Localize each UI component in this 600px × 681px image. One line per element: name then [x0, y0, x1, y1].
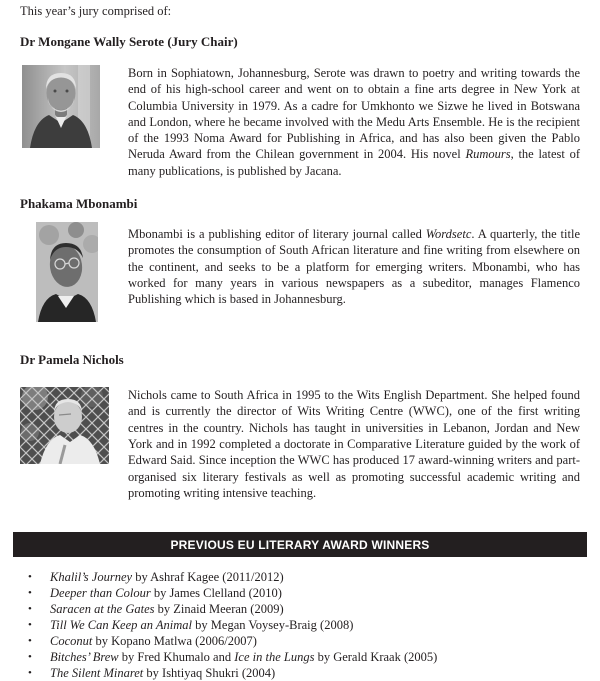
- juror-name-mbonambi: Phakama Mbonambi: [20, 196, 138, 212]
- bullet-glyph: •: [28, 587, 32, 600]
- juror-section-nichols: [20, 387, 580, 501]
- winner-item: [20, 649, 580, 665]
- winners-list: [20, 569, 580, 681]
- winner-item-text: Coconut by Kopano Matlwa (2006/2007): [50, 634, 257, 649]
- winner-item-text: Bitches’ Brew by Fred Khumalo and Ice in the Lungs by Gerald Kraak (2005): [50, 650, 438, 665]
- winner-item-text: Saracen at the Gates by Zinaid Meeran (2009): [50, 602, 284, 617]
- bullet-glyph: •: [28, 651, 32, 664]
- photo-column: [20, 222, 128, 322]
- winner-item: [20, 585, 580, 601]
- serote-photo: [22, 65, 100, 148]
- bullet-glyph: •: [28, 619, 32, 632]
- winner-item: [20, 617, 580, 633]
- bullet-glyph: •: [28, 603, 32, 616]
- juror-name-serote: Dr Mongane Wally Serote (Jury Chair): [20, 34, 238, 49]
- juror-section-serote: [20, 65, 580, 179]
- juror-bio-nichols: Nichols came to South Africa in 1995 to the Wits English Department. She helped found and is currently the director of Wits Writing Centre (WWC), one of the first writing centres in the country. Nichols has taught in universities in Lebanon, Jordan and New York and in 1992 completed a doctorate in Comparative Literature guided by the work of Edward Said. Since inception the WWC has produced 17 award-winning writers and part-organised six literary festivals as well as promoting successful academic writing and promoting writing intensive teaching.: [128, 388, 580, 500]
- juror-name-nichols: Dr Pamela Nichols: [20, 352, 124, 368]
- photo-column: [20, 65, 128, 179]
- winner-item-text: Deeper than Colour by James Clelland (2010): [50, 586, 282, 601]
- juror-bio-mbonambi: Mbonambi is a publishing editor of literary journal called Wordsetc. A quarterly, the title promotes the consumption of South African literature and fine writing from elsewhere on the continent, and seeks to be a platform for emerging writers. Mbonambi, who has worked for many years in various newspapers as a subeditor, manages Flamenco Publishing which is based in Johannesburg.: [128, 227, 580, 307]
- winner-item: [20, 665, 580, 681]
- winner-item: [20, 601, 580, 617]
- juror-section-mbonambi: [20, 222, 580, 322]
- winners-banner: [13, 532, 587, 557]
- bullet-glyph: •: [28, 635, 32, 648]
- winner-item: [20, 569, 580, 585]
- winners-banner-title: PREVIOUS EU LITERARY AWARD WINNERS: [170, 537, 430, 552]
- winner-item-text: The Silent Minaret by Ishtiyaq Shukri (2004): [50, 666, 276, 681]
- bullet-glyph: •: [28, 667, 32, 680]
- mbonambi-photo: [36, 222, 98, 322]
- nichols-photo: [20, 387, 109, 464]
- winner-item-text: Khalil’s Journey by Ashraf Kagee (2011/2012): [50, 570, 284, 585]
- photo-column: [20, 387, 128, 501]
- intro-text: This year’s jury comprised of:: [20, 4, 172, 18]
- winner-item: [20, 633, 580, 649]
- winner-item-text: Till We Can Keep an Animal by Megan Voysey-Braig (2008): [50, 618, 354, 633]
- juror-bio-serote: Born in Sophiatown, Johannesburg, Serote was drawn to poetry and writing towards the end of his high-school career and went on to obtain a fine arts degree in New York at Columbia University in 1979. As a cadre for Umkhonto we Sizwe he lived in Botswana and London, where he became involved with the Medu Arts Ensemble. He is the recipient of the 1993 Noma Award for Publishing in Africa, and has also been given the Pablo Neruda Award from the Chilean government in 2004. His novel Rumours, the latest of many publications, is published by Jacana.: [128, 66, 580, 178]
- bullet-glyph: •: [28, 571, 32, 584]
